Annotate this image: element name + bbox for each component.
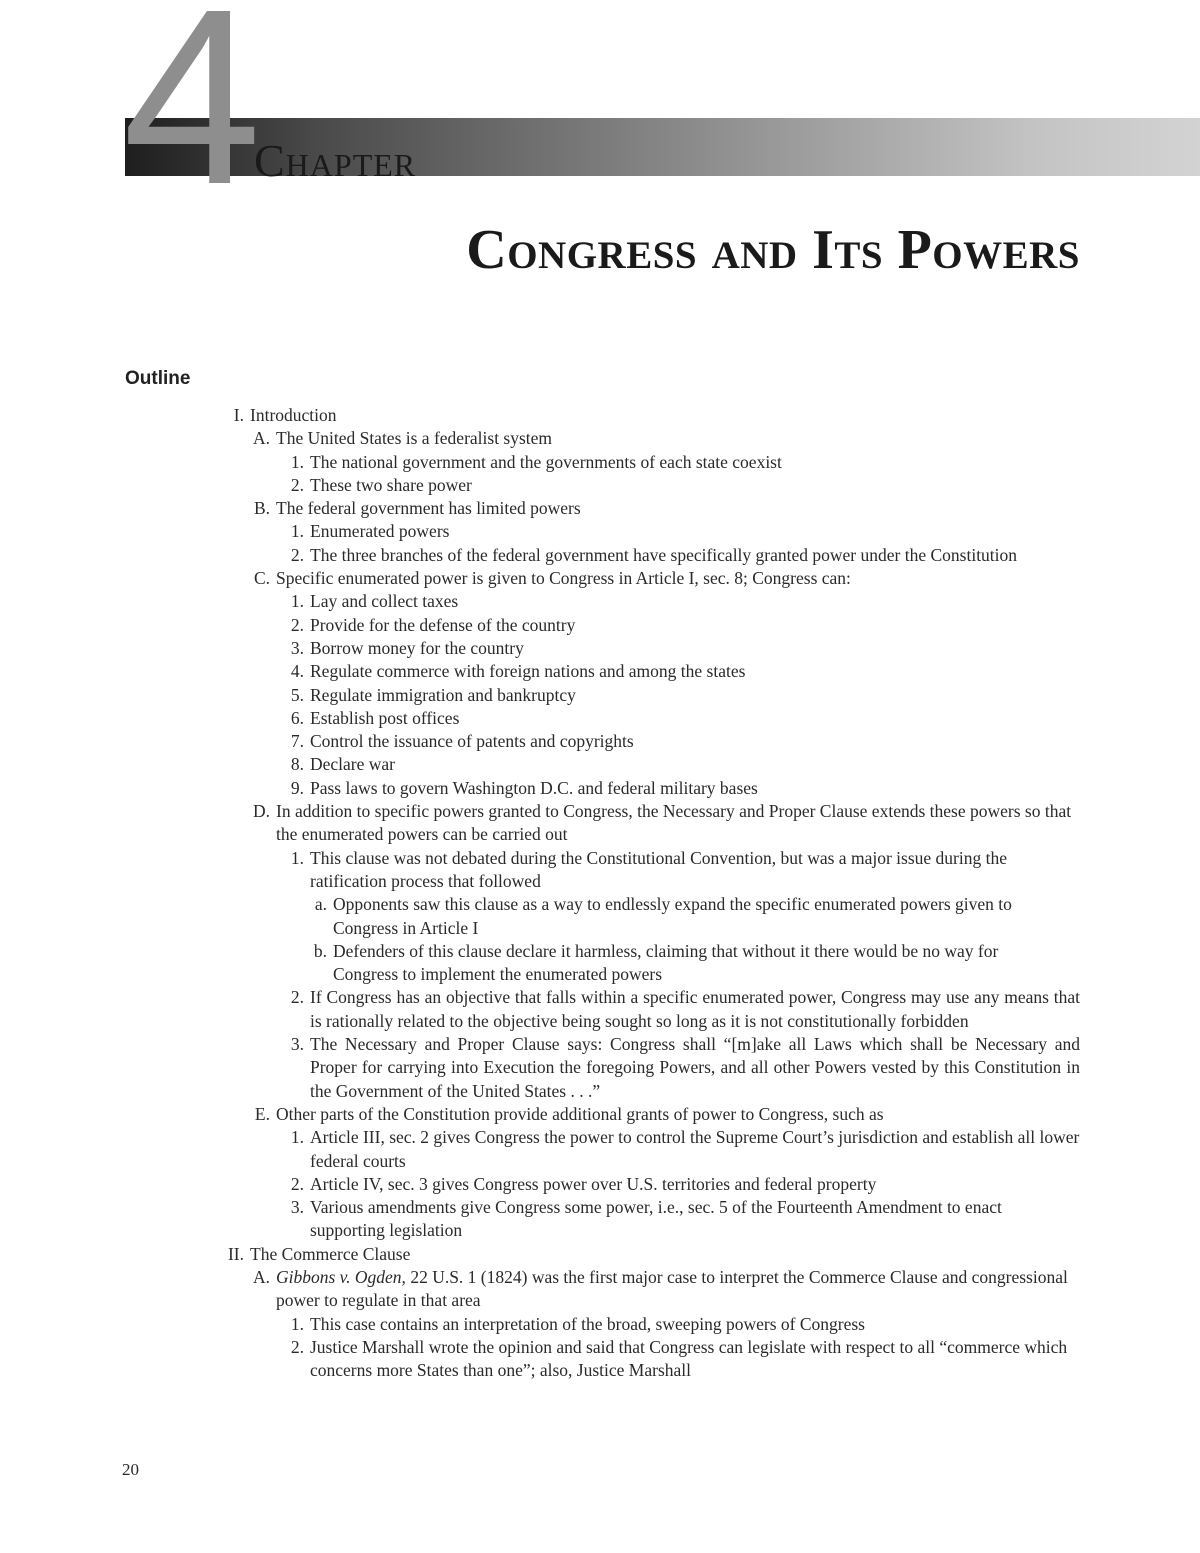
outline-text: In addition to specific powers granted to Congress, the Necessary and Proper Clause extends these powers so that the enumerated powers can be carried out: [276, 801, 1072, 845]
outline-item: [0, 544, 1200, 567]
outline-text: Lay and collect taxes: [310, 591, 459, 612]
chapter-number: 4: [122, 0, 262, 236]
outline-marker: B.: [253, 498, 270, 519]
outline-text: Establish post offices: [310, 707, 460, 728]
outline-item: [0, 637, 1200, 660]
outline-marker: D.: [252, 801, 270, 822]
outline-item: [0, 893, 1200, 940]
outline-item: [0, 451, 1200, 474]
outline-item: [0, 1266, 1200, 1313]
outline-text: This case contains an interpretation of the broad, sweeping powers of Congress: [310, 1313, 865, 1334]
outline-marker: 1.: [290, 591, 304, 612]
outline-item: [0, 707, 1200, 730]
outline-marker: 2.: [290, 1173, 304, 1194]
page-number: 20: [122, 1460, 139, 1479]
outline-item: [0, 1243, 1200, 1266]
outline-text: Regulate commerce with foreign nations and among the states: [310, 661, 746, 682]
outline-item: [0, 847, 1200, 894]
outline-text: Specific enumerated power is given to Congress in Article I, sec. 8; Congress can:: [276, 568, 851, 589]
outline-marker: II.: [227, 1243, 244, 1264]
outline-text: Article III, sec. 2 gives Congress the power to control the Supreme Court’s jurisdiction and establish all lower federal courts: [310, 1127, 1080, 1171]
case-name: Gibbons v. Ogden,: [276, 1266, 406, 1287]
outline-item: [0, 1196, 1200, 1243]
outline-text: The Necessary and Proper Clause says: Congress shall “[m]ake all Laws which shall be Necessary and Proper for carrying into Execution the foregoing Powers, and all other Powers vested by this Constitution in the Government of the United States . . .”: [310, 1034, 1080, 1101]
outline-marker: 2.: [290, 1336, 304, 1357]
outline-item: [0, 940, 1200, 987]
outline-text: Regulate immigration and bankruptcy: [310, 684, 576, 705]
outline-text: [276, 1266, 1080, 1313]
outline-marker: E.: [254, 1103, 270, 1124]
outline-item: [0, 753, 1200, 776]
outline-item: [0, 427, 1200, 450]
outline-item: [0, 474, 1200, 497]
outline-text: Control the issuance of patents and copyrights: [310, 731, 634, 752]
outline-marker: 6.: [290, 707, 304, 728]
outline-text: Introduction: [250, 405, 337, 425]
outline-marker: 3.: [290, 637, 304, 658]
outline-text: If Congress has an objective that falls within a specific enumerated power, Congress may use any means that is rationally related to the objective being sought so long as it is not constitutionally forbidden: [310, 987, 1080, 1031]
outline-text: These two share power: [310, 474, 472, 495]
outline-marker: 1.: [290, 521, 304, 542]
outline-text: Declare war: [310, 754, 396, 775]
outline-item: [0, 684, 1200, 707]
outline-item: [0, 1126, 1200, 1173]
outline-heading: Outline: [125, 368, 191, 389]
outline-text: The United States is a federalist system: [276, 428, 553, 449]
outline-marker: 2.: [290, 544, 304, 565]
outline-text: Justice Marshall wrote the opinion and said that Congress can legislate with respect to all “commerce which concerns more States than one”; also, Justice Marshall: [310, 1336, 1068, 1381]
outline-text: Other parts of the Constitution provide additional grants of power to Congress, such as: [276, 1103, 884, 1124]
outline-text-rest: 22 U.S. 1 (1824) was the first major case to interpret the Commerce Clause and congressional power to regulate in that area: [276, 1266, 1068, 1311]
outline-marker: A.: [252, 428, 270, 449]
outline-item: [0, 777, 1200, 800]
chapter-title: Congress and Its Powers: [466, 219, 1080, 281]
outline-text: Opponents saw this clause as a way to endlessly expand the specific enumerated powers given to Congress in Article I: [333, 894, 1012, 938]
outline-item: [0, 1103, 1200, 1126]
outline-item: [0, 614, 1200, 637]
outline-item: [0, 1033, 1200, 1103]
outline-marker: b.: [313, 940, 327, 961]
outline-marker: 1.: [290, 1127, 304, 1148]
outline-marker: 2.: [290, 987, 304, 1008]
outline-marker: a.: [314, 894, 327, 915]
outline-item: [0, 660, 1200, 683]
outline-marker: 8.: [290, 754, 304, 775]
outline-marker: 9.: [290, 777, 304, 798]
outline-text: The national government and the governments of each state coexist: [310, 451, 782, 472]
chapter-label: Chapter: [254, 138, 417, 178]
outline-text: This clause was not debated during the Constitutional Convention, but was a major issue during the ratification process that followed: [310, 847, 1007, 891]
outline-text: Provide for the defense of the country: [310, 614, 576, 635]
outline-marker: 7.: [290, 731, 304, 752]
outline-marker: 3.: [290, 1197, 304, 1218]
outline-text: Article IV, sec. 3 gives Congress power over U.S. territories and federal property: [310, 1173, 877, 1194]
outline-marker: C.: [253, 568, 270, 589]
outline-item: [0, 800, 1200, 847]
outline-item: [0, 1313, 1200, 1336]
outline-text: Enumerated powers: [310, 521, 450, 542]
outline-marker: 5.: [290, 684, 304, 705]
outline-item: [0, 520, 1200, 543]
outline-item: [0, 1336, 1200, 1383]
outline-marker: 1.: [290, 451, 304, 472]
outline-marker: 1.: [290, 847, 304, 868]
outline-marker: 4.: [290, 661, 304, 682]
outline-text: The Commerce Clause: [250, 1243, 411, 1264]
outline-item: [0, 986, 1200, 1033]
outline-item: [0, 730, 1200, 753]
outline-item: [0, 497, 1200, 520]
outline-list: [0, 404, 1200, 1382]
outline-text: The federal government has limited powers: [276, 498, 581, 519]
outline-marker: 1.: [290, 1313, 304, 1334]
outline-item: [0, 1173, 1200, 1196]
outline-item: [0, 404, 1200, 427]
outline-item: [0, 590, 1200, 613]
outline-marker: 2.: [290, 474, 304, 495]
outline-marker: A.: [252, 1266, 270, 1287]
outline-text: Various amendments give Congress some power, i.e., sec. 5 of the Fourteenth Amendment to enact supporting legislation: [310, 1197, 1002, 1241]
outline-text: The three branches of the federal government have specifically granted power under the Constitution: [310, 544, 1018, 565]
outline-marker: I.: [233, 405, 244, 425]
outline-marker: 2.: [290, 614, 304, 635]
outline-text: Borrow money for the country: [310, 637, 524, 658]
outline-marker: 3.: [290, 1034, 304, 1055]
outline-item: [0, 567, 1200, 590]
outline-text: Defenders of this clause declare it harmless, claiming that without it there would be no way for Congress to implement the enumerated powers: [333, 940, 999, 985]
outline-text: Pass laws to govern Washington D.C. and federal military bases: [310, 777, 758, 798]
